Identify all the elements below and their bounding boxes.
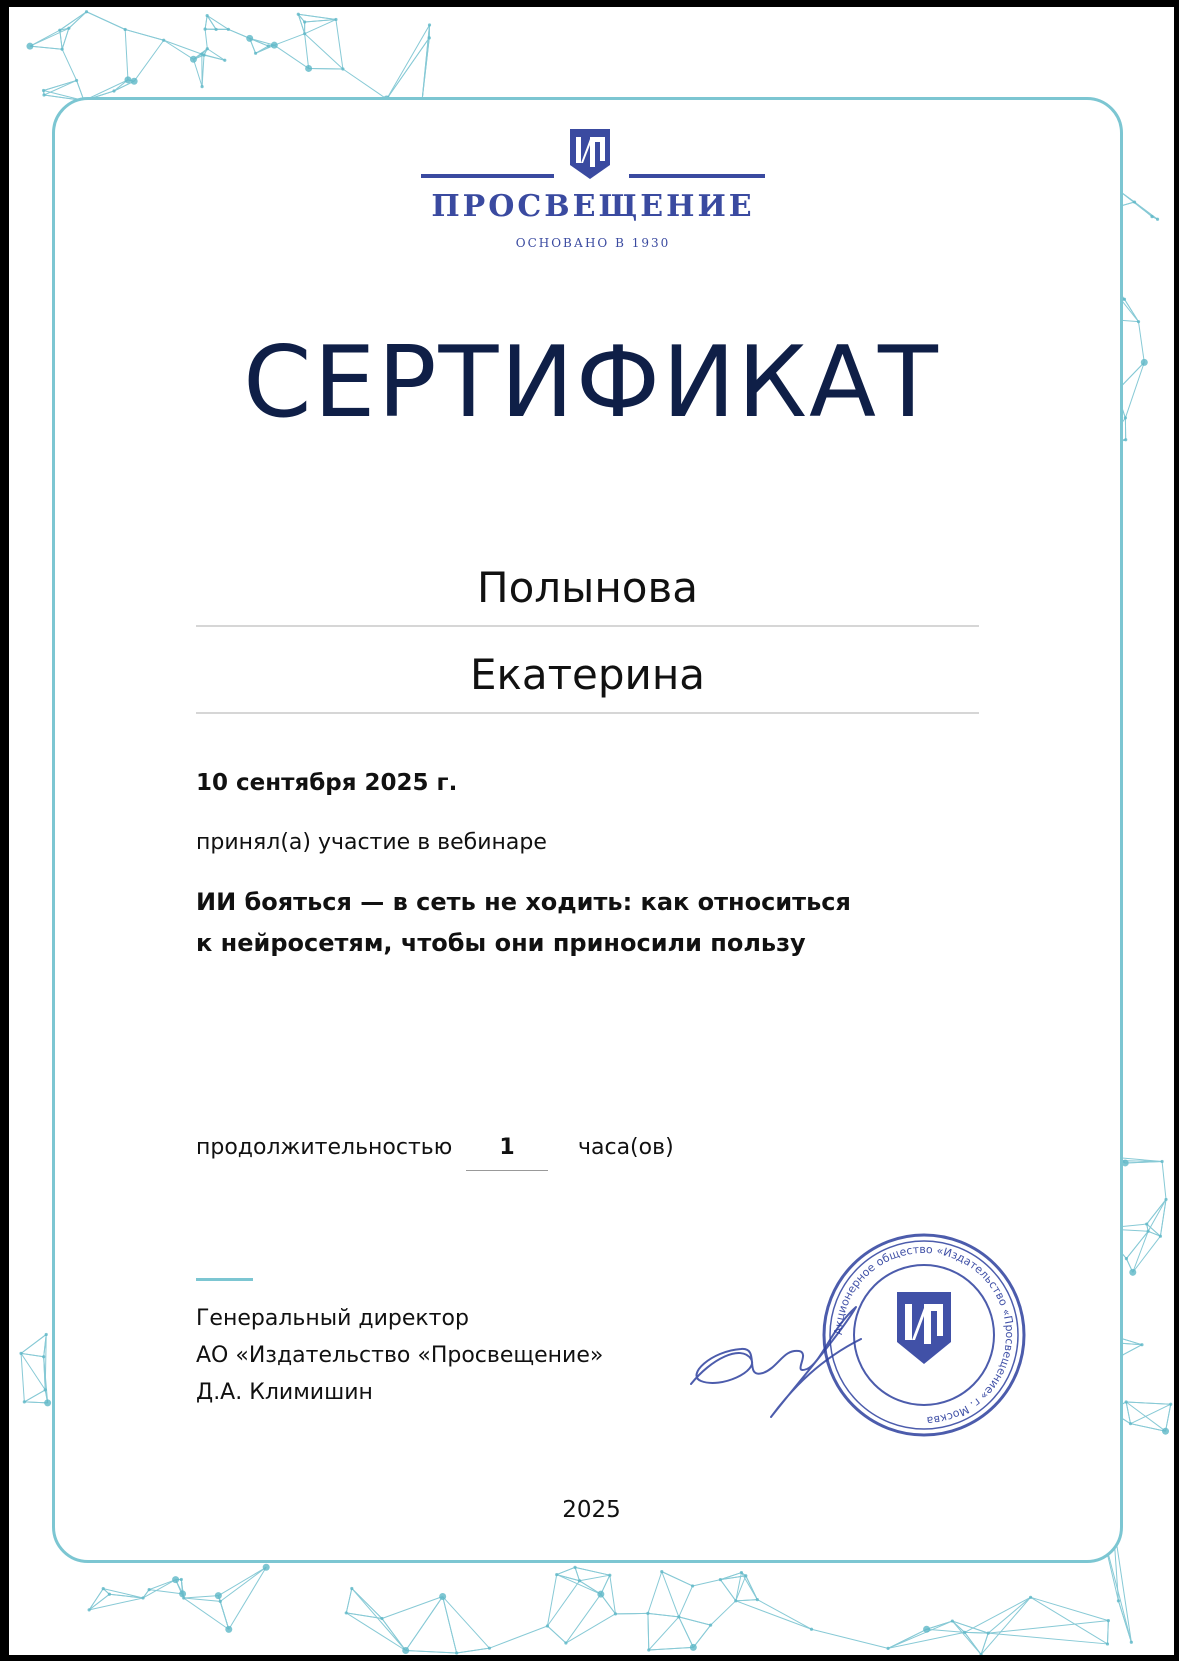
name-underline-2 — [196, 712, 979, 714]
webinar-title-line-2: к нейросетям, чтобы они приносили пользу — [196, 929, 806, 957]
signer-organization: АО «Издательство «Просвещение» — [196, 1343, 604, 1368]
event-date: 10 сентября 2025 г. — [196, 770, 458, 796]
logo-subtitle: ОСНОВАНО В 1930 — [515, 236, 671, 250]
recipient-last-name: Полынова — [477, 563, 698, 612]
duration-label: продолжительностью — [196, 1135, 453, 1160]
participation-text: принял(а) участие в вебинаре — [196, 830, 547, 855]
seal-text: Акционерное общество «Издательство «Просвещение» г. Москва — [831, 1242, 1017, 1428]
signer-block — [196, 1300, 603, 1411]
certificate-title: СЕРТИФИКАТ — [243, 326, 940, 440]
certificate-year: 2025 — [562, 1497, 621, 1523]
signer-position: Генеральный директор — [196, 1306, 469, 1331]
duration-value: 1 — [466, 1135, 548, 1171]
logo-line-right — [629, 174, 765, 178]
certificate-page — [9, 7, 1174, 1655]
name-underline-1 — [196, 625, 979, 627]
recipient-first-name: Екатерина — [469, 650, 706, 699]
publisher-emblem-icon — [568, 127, 612, 181]
handwritten-signature — [681, 1289, 881, 1429]
duration-unit: часа(ов) — [578, 1135, 674, 1160]
signature-accent-line — [196, 1278, 253, 1281]
logo-line-left — [421, 174, 554, 178]
logo-name: ПРОСВЕЩЕНИЕ — [431, 189, 755, 224]
webinar-title-line-1: ИИ бояться — в сеть не ходить: как относиться — [196, 888, 851, 916]
prosveshchenie-logo — [421, 127, 765, 262]
signer-name: Д.А. Климишин — [196, 1380, 373, 1405]
webinar-title — [196, 882, 956, 964]
